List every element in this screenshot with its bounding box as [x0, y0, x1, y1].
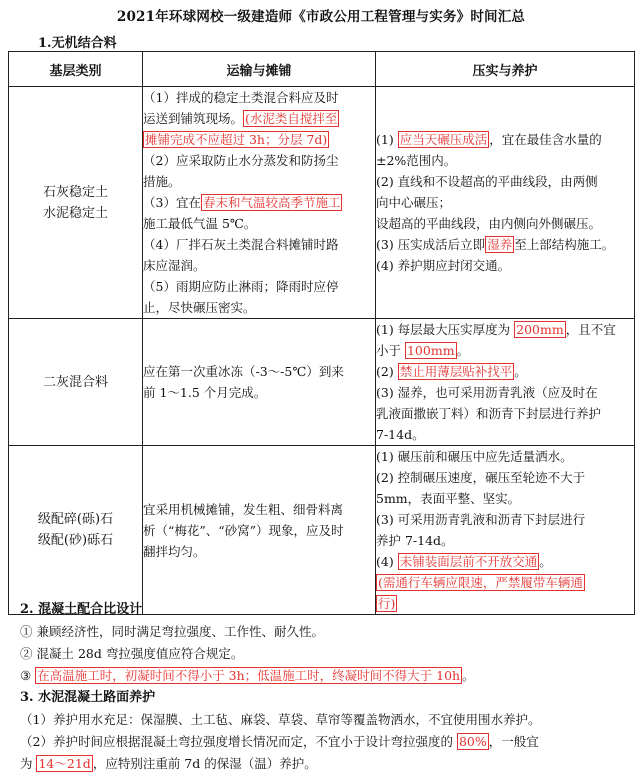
text-line	[376, 129, 634, 150]
header-base-type: 基层类别	[9, 52, 143, 87]
text-segment: （1）养护用水充足：保湿膜、土工毡、麻袋、草袋、草帘等覆盖物洒水，不宜使用围水养护。	[20, 712, 541, 727]
text-line	[143, 297, 375, 318]
text-segment: ，一般宜	[488, 734, 539, 749]
transport-cell	[143, 446, 376, 615]
text-segment: ，应特别注重前 7d 的保湿（温）养护。	[92, 756, 317, 771]
header-transport-paving: 运输与摊铺	[143, 52, 376, 87]
text-line	[376, 509, 634, 530]
text-segment: ③	[20, 668, 36, 683]
text-segment: 。	[456, 343, 470, 358]
text-line	[8, 753, 638, 775]
section-heading-inorganic-binder: 1.无机结合料	[38, 36, 117, 51]
text-segment: 宜采用机械摊铺，发生粗、细骨料离	[143, 501, 344, 517]
text-segment: （4）厂拌石灰土类混合料摊铺时路	[143, 237, 339, 252]
text-segment: 7-14d。	[376, 427, 425, 442]
text-segment: ，且不宜	[565, 322, 616, 337]
highlighted-key-point: (需通行车辆应限速，严禁履带车辆通	[378, 575, 583, 590]
text-segment: ② 混凝土 28d 弯拉强度值应符合规定。	[20, 646, 244, 661]
text-segment: (2) 直线和不设超高的平曲线段，由两侧	[376, 174, 598, 189]
text-segment: 析（“梅花”、“砂窝”）现象，应及时	[143, 522, 344, 538]
highlighted-key-point: 在高温施工时，初凝时间不得小于 3h；低温施工时，终凝时间不得大于 10h	[37, 668, 461, 683]
category-line: 二灰混合料	[42, 374, 108, 390]
text-segment: （3）宜在	[143, 195, 201, 210]
text-line	[376, 446, 634, 467]
text-segment: 床应湿润。	[143, 258, 206, 273]
category-line: 水泥稳定土	[42, 205, 108, 221]
document-title: 2021年环球网校一级建造师《市政公用工程管理与实务》时间汇总	[116, 9, 526, 25]
text-segment: 设超高的平曲线段，由内侧向外侧碾压。	[376, 216, 602, 231]
text-line	[143, 520, 375, 541]
highlighted-key-point: 摊铺完成不应超过 3h；分层 7d)	[145, 132, 328, 147]
text-segment: 施工最低气温 5℃。	[143, 216, 257, 231]
text-segment: (1)	[376, 132, 398, 147]
text-segment: (4) 养护期应封闭交通。	[376, 258, 511, 273]
text-line	[376, 467, 634, 488]
text-segment: 小于	[376, 343, 405, 358]
compaction-cell	[376, 87, 635, 319]
highlighted-key-point: 春末和气温较高季节施工	[202, 195, 341, 210]
text-segment: （5）雨期应防止淋雨；降雨时应停	[143, 279, 339, 294]
text-line	[143, 361, 375, 382]
text-segment: 为	[20, 756, 37, 771]
text-line	[143, 108, 375, 129]
table-row-graded-gravel	[9, 446, 635, 615]
category-cell	[9, 87, 143, 319]
text-segment: (3) 湿养，也可采用沥青乳液（应及时在	[376, 385, 598, 400]
text-segment: 运送到铺筑现场。	[143, 111, 244, 126]
text-segment: 应在第一次重冰冻（-3～-5℃）到来	[143, 364, 344, 379]
text-segment: (2)	[376, 364, 398, 379]
compaction-cell	[376, 446, 635, 615]
text-line	[8, 621, 638, 643]
text-line	[376, 382, 634, 403]
text-line	[376, 403, 634, 424]
text-line	[143, 213, 375, 234]
text-segment: （2）养护时间应根据混凝土弯拉强度增长情况而定，不宜小于设计弯拉强度的	[20, 734, 457, 749]
highlighted-key-point: 100mm	[406, 343, 455, 358]
text-segment: 至上部结构施工。	[514, 237, 615, 252]
text-line	[143, 171, 375, 192]
text-line	[376, 424, 634, 445]
category-line: 级配碎(砾)石	[37, 512, 114, 527]
text-line	[376, 340, 634, 361]
category-cell	[9, 446, 143, 615]
text-segment: 。	[514, 364, 527, 379]
highlighted-key-point: 200mm	[516, 322, 564, 337]
category-line: 石灰稳定土	[42, 184, 108, 200]
text-line	[143, 276, 375, 297]
text-line	[376, 572, 634, 593]
text-line	[376, 361, 634, 382]
transport-cell	[143, 319, 376, 446]
highlighted-key-point: 80%	[458, 734, 487, 749]
text-segment: （1）拌成的稳定土类混合料应及时	[143, 90, 339, 105]
text-line	[8, 731, 638, 753]
compaction-cell	[376, 319, 635, 446]
transport-cell	[143, 87, 376, 319]
mix-design-list	[8, 621, 638, 687]
text-segment: (3) 压实成活后立即	[376, 237, 486, 252]
text-line	[376, 171, 634, 192]
highlighted-key-point: 未铺装面层前不开放交通	[399, 554, 538, 569]
highlighted-key-point: 14～21d	[38, 756, 91, 771]
text-line	[8, 643, 638, 665]
category-cell	[9, 319, 143, 446]
text-line	[376, 488, 634, 509]
text-segment: (4)	[376, 554, 398, 569]
text-line	[143, 234, 375, 255]
text-line	[143, 255, 375, 276]
text-segment: 。	[539, 554, 552, 569]
text-segment: 养护 7-14d。	[376, 533, 454, 548]
curing-list	[8, 709, 638, 775]
text-segment: 止，尽快碾压密实。	[143, 300, 256, 315]
header-compaction-curing: 压实与养护	[376, 52, 635, 87]
text-segment: (1) 每层最大压实厚度为	[376, 322, 515, 337]
text-line	[376, 213, 634, 234]
section-heading-mix-design: 2. 混凝土配合比设计	[20, 602, 143, 617]
highlighted-key-point: 禁止用薄层贴补找平	[399, 364, 513, 379]
text-segment: 5mm，表面平整、坚实。	[376, 491, 521, 506]
text-segment: ① 兼顾经济性，同时满足弯拉强度、工作性、耐久性。	[20, 624, 324, 639]
text-line	[376, 530, 634, 551]
text-segment: (3) 可采用沥青乳液和沥青下封层进行	[376, 512, 586, 527]
text-segment: ，宜在最佳含水量的	[489, 132, 602, 147]
highlighted-key-point: 应当天碾压成活	[399, 132, 488, 147]
text-line	[143, 150, 375, 171]
text-line	[376, 551, 634, 572]
text-segment: ±2%范围内。	[376, 153, 457, 168]
text-segment: 。	[462, 668, 475, 683]
text-line	[143, 541, 375, 562]
text-segment: 翻拌均匀。	[143, 543, 206, 559]
text-segment: 乳液面撒嵌丁料）和沥青下封层进行养护	[376, 406, 602, 421]
highlighted-key-point: 行)	[378, 596, 396, 611]
text-segment: 向中心碾压；	[376, 195, 452, 210]
text-line	[376, 255, 634, 276]
text-line	[376, 192, 634, 213]
category-line: 级配(砂)砾石	[37, 533, 114, 548]
text-line	[376, 150, 634, 171]
text-segment: 措施。	[143, 174, 181, 189]
text-line	[143, 192, 375, 213]
text-line	[376, 319, 634, 340]
section-heading-pavement-curing: 3. 水泥混凝土路面养护	[20, 690, 156, 705]
text-line	[8, 709, 638, 731]
highlighted-key-point: 湿养	[487, 237, 513, 252]
highlighted-key-point: (水泥类自搅拌至	[245, 111, 338, 126]
text-line	[143, 87, 375, 108]
notes-section	[8, 599, 638, 775]
table-header-row	[9, 52, 635, 87]
text-segment: 前 1～1.5 个月完成。	[143, 385, 267, 400]
table-row-lime-flyash-mix	[9, 319, 635, 446]
text-line	[376, 234, 634, 255]
text-line	[143, 129, 375, 150]
text-segment: (2) 控制碾压速度，碾压至轮迹不大于	[376, 470, 586, 485]
time-summary-table	[8, 51, 635, 615]
text-segment: (1) 碾压前和碾压中应先适量洒水。	[376, 449, 573, 464]
text-line	[8, 665, 638, 687]
text-line	[143, 382, 375, 403]
text-segment: （2）应采取防止水分蒸发和防扬尘	[143, 153, 339, 168]
text-line	[143, 499, 375, 520]
table-row-lime-cement-stabilized	[9, 87, 635, 319]
